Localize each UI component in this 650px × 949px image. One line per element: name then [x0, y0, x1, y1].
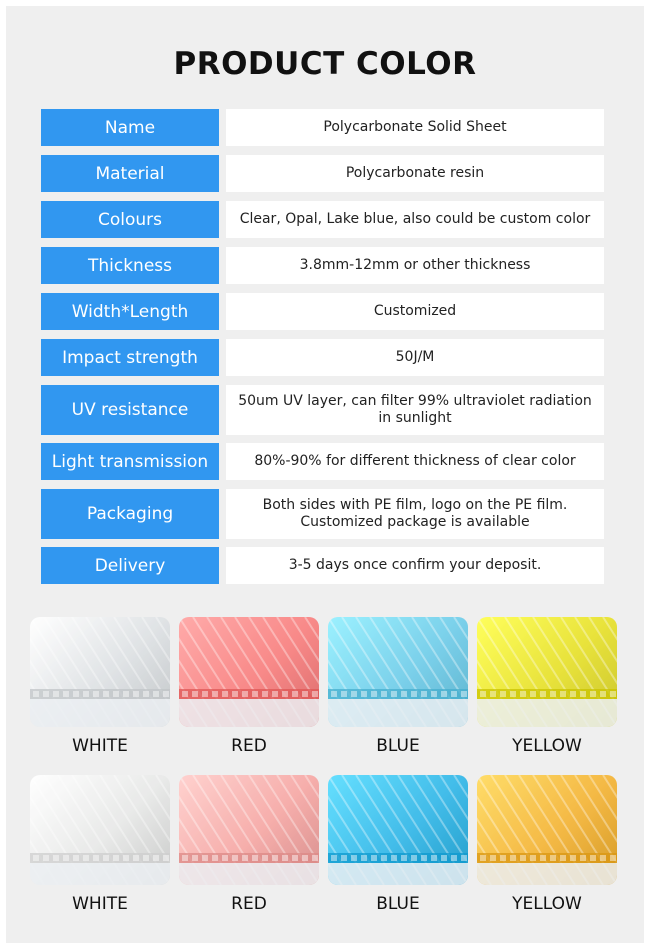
spec-value: 3.8mm-12mm or other thickness [226, 247, 604, 284]
sheet-ridges-graphic [328, 617, 468, 727]
page-title: PRODUCT COLOR [173, 46, 477, 82]
color-swatch-yellow [477, 617, 617, 727]
spec-value: 50um UV layer, can filter 99% ultraviolet radiation in sunlight [226, 385, 604, 435]
spec-row-material [41, 155, 604, 192]
swatch-label: YELLOW [512, 894, 582, 914]
spec-value: Customized [226, 293, 604, 330]
swatch-label: YELLOW [512, 736, 582, 756]
spec-label: Width*Length [41, 293, 219, 330]
swatch-label: RED [231, 736, 267, 756]
spec-value: 80%-90% for different thickness of clear color [226, 443, 604, 480]
sheet-ridges-graphic [477, 617, 617, 727]
spec-row-colours [41, 201, 604, 238]
swatch-label: RED [231, 894, 267, 914]
spec-label: Name [41, 109, 219, 146]
spec-value: Polycarbonate resin [226, 155, 604, 192]
spec-row-impact-strength [41, 339, 604, 376]
color-swatch-yellow [477, 775, 617, 885]
swatch-label: BLUE [376, 736, 420, 756]
spec-value: Both sides with PE film, logo on the PE film. Customized package is available [226, 489, 604, 539]
spec-label: Light transmission [41, 443, 219, 480]
sheet-ridges-graphic [179, 617, 319, 727]
swatch-label: BLUE [376, 894, 420, 914]
color-swatch-blue [328, 617, 468, 727]
spec-label: Impact strength [41, 339, 219, 376]
sheet-ridges-graphic [328, 775, 468, 885]
spec-value: 50J/M [226, 339, 604, 376]
sheet-ridges-graphic [30, 617, 170, 727]
spec-row-packaging [41, 489, 604, 539]
color-swatch-blue [328, 775, 468, 885]
sheet-ridges-graphic [179, 775, 319, 885]
spec-label: Thickness [41, 247, 219, 284]
spec-value: 3-5 days once confirm your deposit. [226, 547, 604, 584]
swatch-label: WHITE [72, 736, 128, 756]
color-swatch-white [30, 775, 170, 885]
spec-label: Delivery [41, 547, 219, 584]
spec-value: Clear, Opal, Lake blue, also could be custom color [226, 201, 604, 238]
product-color-sheet [6, 6, 644, 943]
spec-row-thickness [41, 247, 604, 284]
spec-row-delivery [41, 547, 604, 584]
color-swatch-red [179, 775, 319, 885]
spec-row-light-transmission [41, 443, 604, 480]
spec-row-width-length [41, 293, 604, 330]
spec-label: Packaging [41, 489, 219, 539]
spec-row-uv-resistance [41, 385, 604, 435]
spec-label: Colours [41, 201, 219, 238]
color-swatch-white [30, 617, 170, 727]
spec-label: UV resistance [41, 385, 219, 435]
spec-value: Polycarbonate Solid Sheet [226, 109, 604, 146]
spec-row-name [41, 109, 604, 146]
sheet-ridges-graphic [30, 775, 170, 885]
color-swatch-red [179, 617, 319, 727]
spec-label: Material [41, 155, 219, 192]
sheet-ridges-graphic [477, 775, 617, 885]
swatch-label: WHITE [72, 894, 128, 914]
